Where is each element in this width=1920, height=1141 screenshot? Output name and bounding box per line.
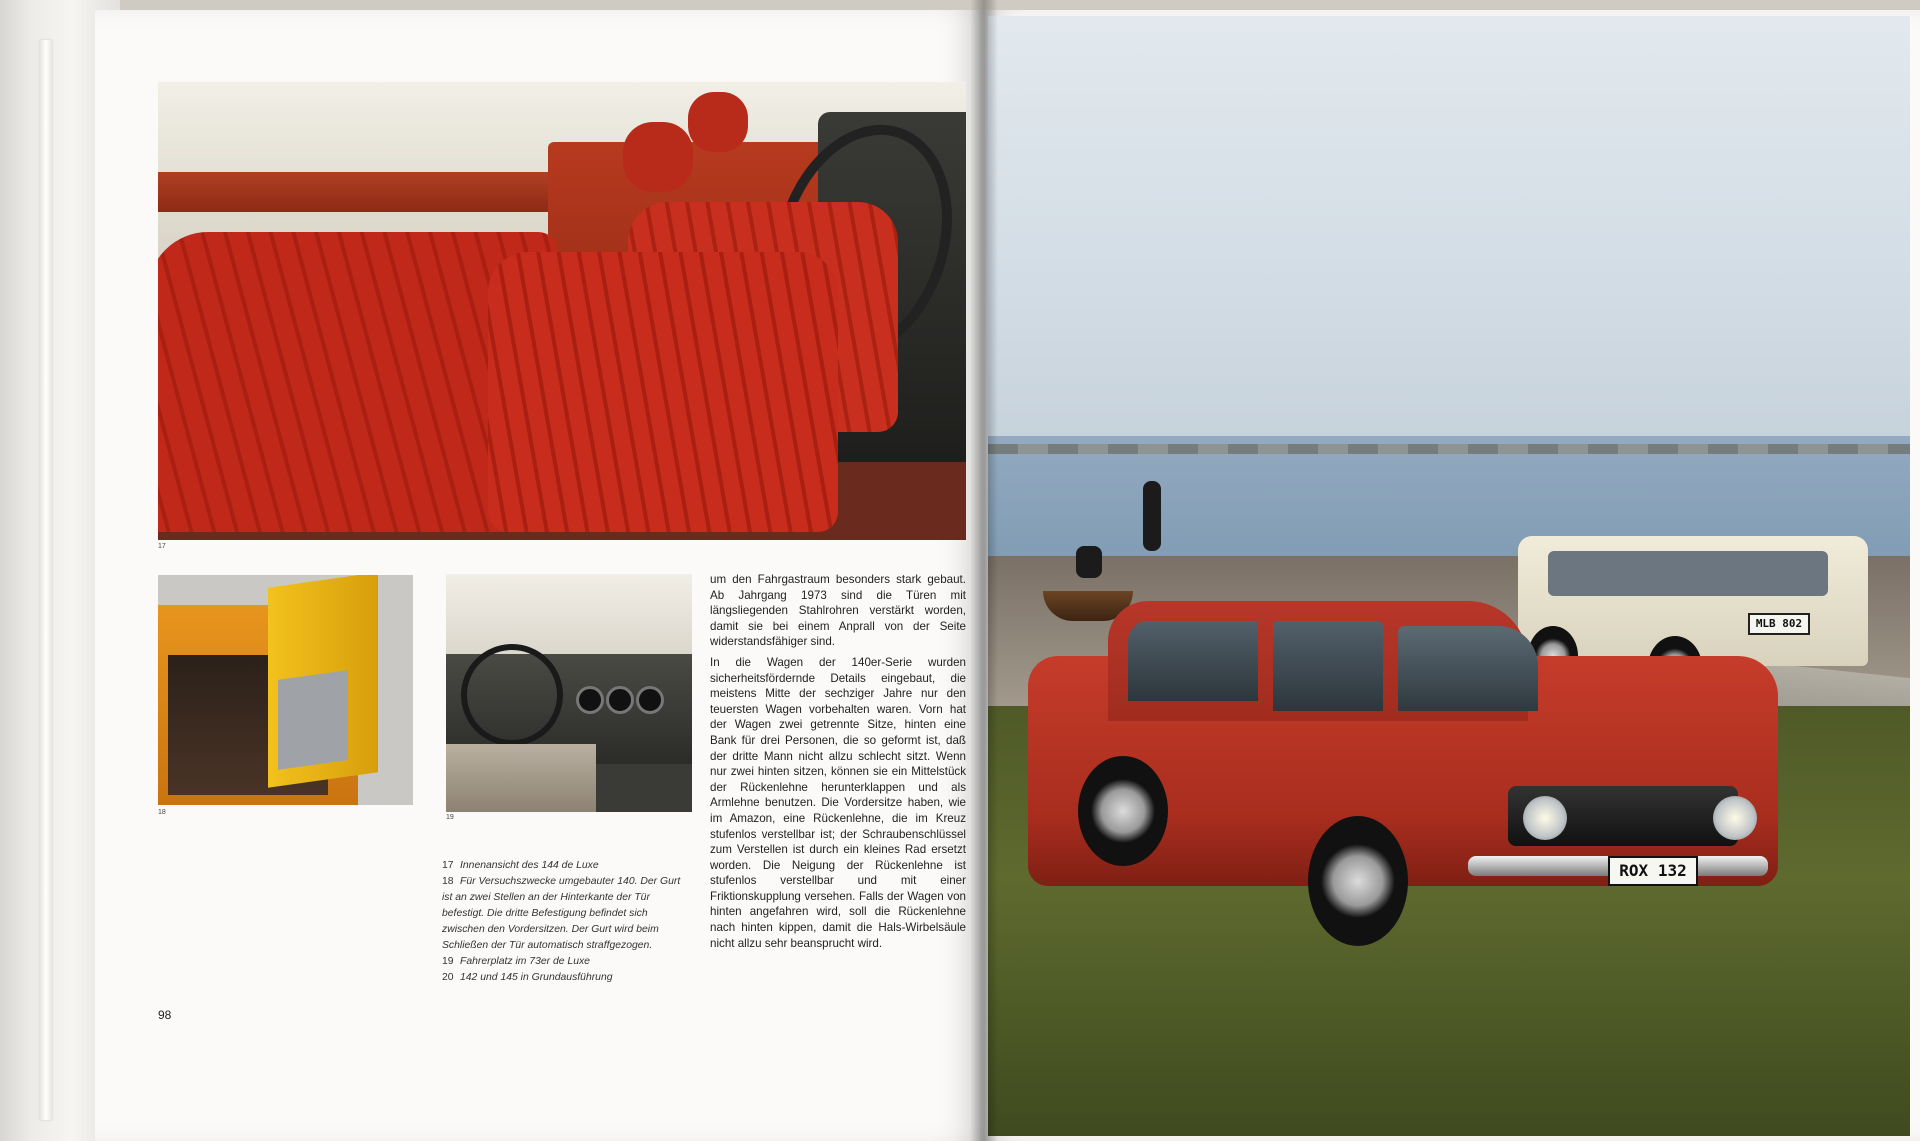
photo-wheel	[1308, 816, 1408, 946]
caption-17: 17 Innenansicht des 144 de Luxe	[442, 860, 599, 871]
photo-headrest	[623, 122, 693, 192]
photo-person	[1076, 546, 1102, 578]
figure-number-19: 19	[446, 814, 454, 821]
photo-headlight	[1523, 796, 1567, 840]
photo-person	[1143, 481, 1161, 551]
photo-wheel	[1078, 756, 1168, 866]
book-gutter	[970, 0, 998, 1141]
photo-wagon-windows	[1548, 551, 1828, 596]
caption-18: 18 Für Versuchszwecke umgebauter 140. Der Gurt ist an zwei Stellen an der Hinterkante der Tür befestigt. Die dritte Befestigung befindet sich zwischen den Vordersitzen. Der Gurt wird beim Schließen der Tür automatisch straffgezogen.	[442, 876, 681, 951]
body-text-column	[710, 572, 966, 956]
book-page-edge	[40, 40, 52, 1120]
photo-test-car-door	[158, 575, 413, 805]
figure-number-18: 18	[158, 809, 166, 816]
caption-20: 20 142 und 145 in Grundausführung	[442, 972, 613, 983]
photo-gauge	[606, 686, 634, 714]
photo-drivers-seat	[446, 574, 692, 812]
photo-gauge	[576, 686, 604, 714]
body-paragraph: um den Fahrgastraum besonders stark gebaut. Ab Jahrgang 1973 sind die Türen mit längsliegenden Stahlrohren verstärkt worden, damit sie bei einem Anprall von der Seite widerstandsfähiger sind.	[710, 573, 966, 649]
photo-cars-at-coast	[988, 16, 1910, 1136]
figure-number-17: 17	[158, 543, 166, 550]
photo-wagon-plate: MLB 802	[1748, 613, 1810, 635]
photo-headlight	[1713, 796, 1757, 840]
photo-sky	[988, 16, 1910, 436]
figure-captions	[442, 858, 692, 986]
photo-headrest	[688, 92, 748, 152]
photo-steering-wheel	[461, 644, 563, 746]
photo-door-panel	[278, 670, 348, 770]
photo-sedan-plate: ROX 132	[1608, 856, 1698, 886]
photo-sedan-windshield	[1398, 626, 1538, 711]
photo-passenger-seat	[488, 252, 838, 532]
page-number: 98	[158, 1008, 172, 1022]
photo-seat	[446, 744, 596, 812]
photo-gauge	[636, 686, 664, 714]
body-paragraph: In die Wagen der 140er-Serie wurden sicherheitsfördernde Details eingebaut, die meistens Mitte der sechziger Jahre nur den teuersten Wagen vorbehalten waren. Vorn hat der Wagen zwei getrennte Sitze, hinten eine Bank für drei Personen, die so geformt ist, daß der dritte Mann nicht allzu schlecht sitzt. Wenn nur zwei hinten sitzen, können sie ein Mittelstück der Rückenlehne herunterklappen und als Armlehne benutzen. Die Vordersitze haben, wie im Amazon, eine Rückenlehne, die im Kreuz stufenlos verstellbar ist; der Schraubenschlüssel zum Verstellen ist durch ein kleines Rad ersetzt worden. Die Neigung der Rückenlehne ist stufenlos verstellbar und mit einer Friktionskupplung versehen. Falls der Wagen von hinten angefahren wird, soll die Rückenlehne nach hinten kippen, damit die Hals-Wirbelsäule nicht allzu sehr beansprucht wird.	[710, 655, 966, 950]
photo-sedan-window	[1273, 621, 1383, 711]
caption-19: 19 Fahrerplatz im 73er de Luxe	[442, 956, 590, 967]
photo-sedan-window	[1128, 621, 1258, 701]
photo-interior-seats	[158, 82, 966, 540]
photo-rocks	[988, 444, 1910, 454]
